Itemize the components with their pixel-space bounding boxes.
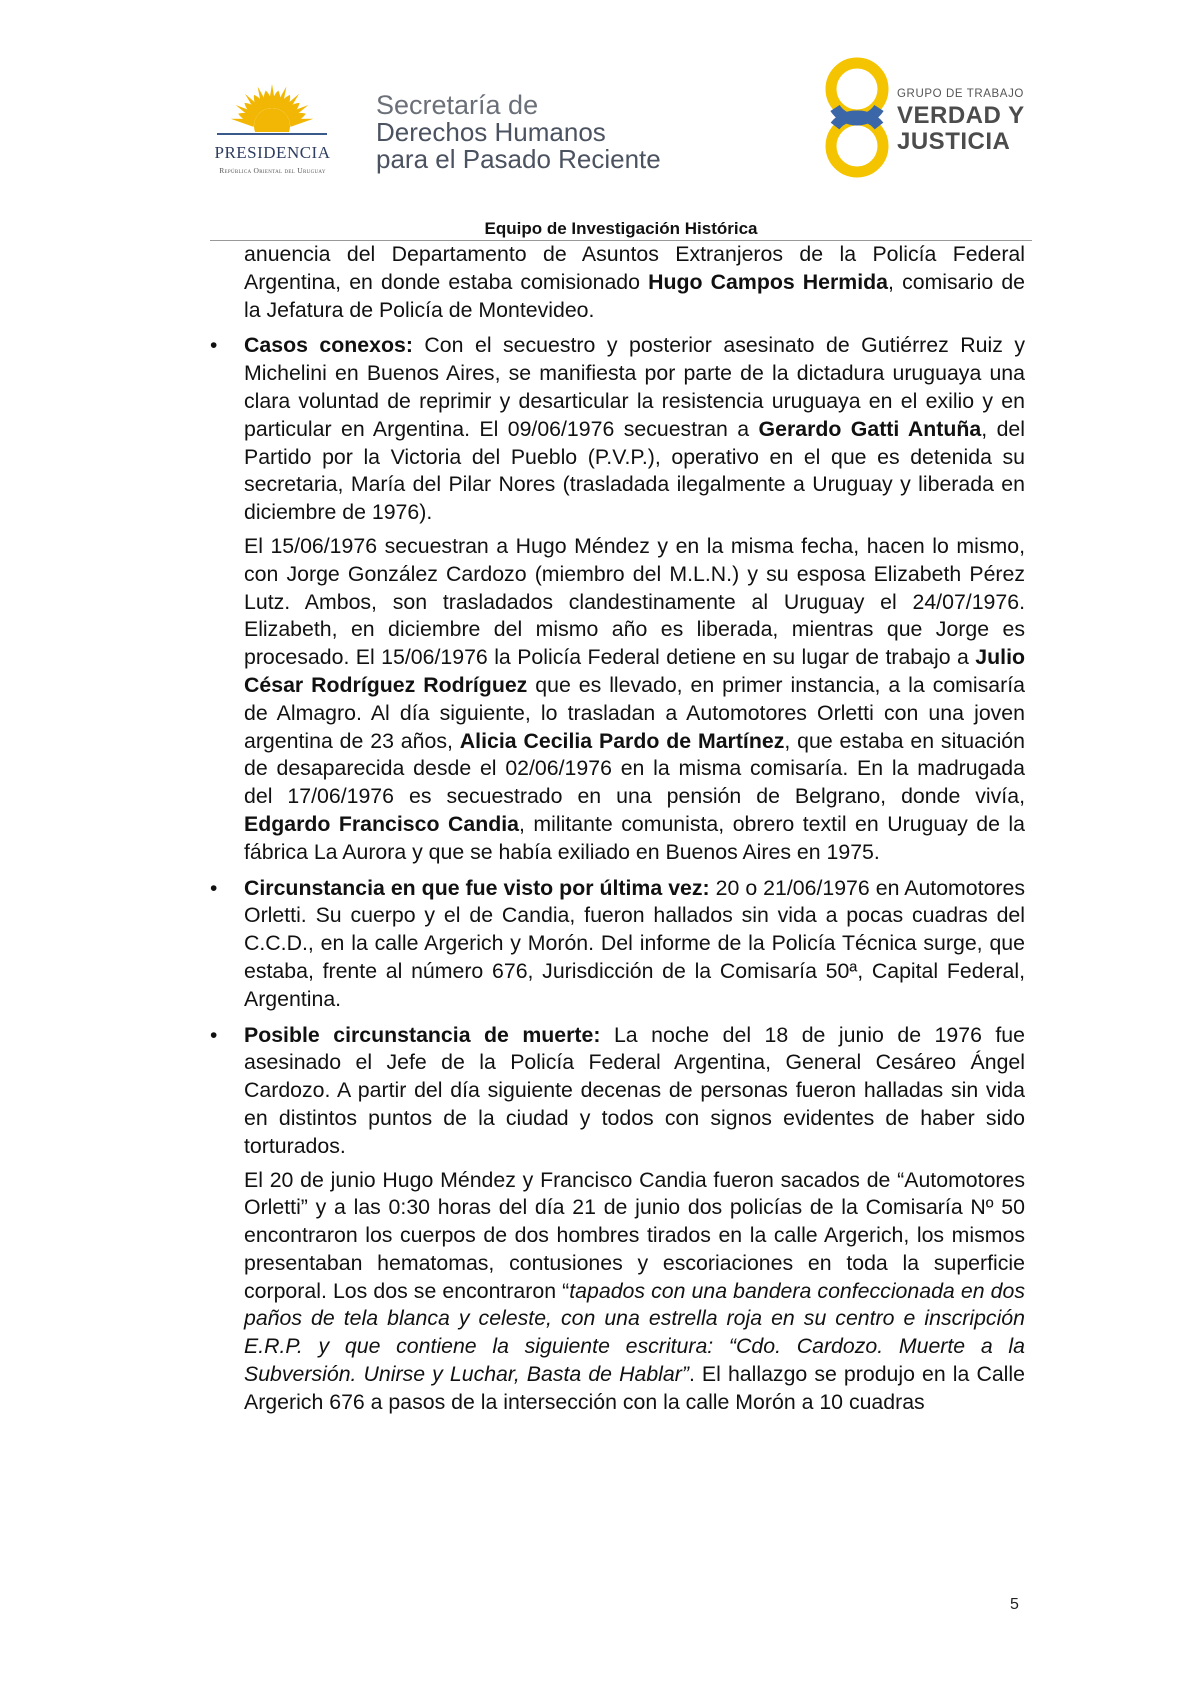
paragraph: [244, 1167, 1025, 1417]
text-run: , comisario de la Jefatura de Policía de Montevideo.: [244, 269, 1026, 322]
presidencia-label: PRESIDENCIA: [214, 143, 331, 162]
page-number: 5: [1010, 1596, 1019, 1613]
bullet-item: [210, 875, 1025, 1014]
bullet-marker: •: [210, 1023, 218, 1047]
bullet-text: [244, 1022, 1025, 1161]
verdad-justicia-logo: [822, 56, 1042, 181]
secretaria-line-2: Derechos Humanos: [376, 117, 606, 147]
document-body: [210, 241, 1026, 1417]
text-run: 20 o 21/06/1976 en Automotores Orletti. Su cuerpo y el de Candia, fueron hallados sin vida a pocas cuadras del C.C.D., en la calle Argerich y Morón. Del informe de la Policía Técnica surge, que estaba, frente al número 676, Jurisdicción de la Comisaría 50ª, Capital Federal, Argentina.: [244, 875, 1025, 1011]
secretaria-line-1: Secretaría de: [376, 90, 539, 120]
bold-text-run: Casos conexos:: [244, 333, 413, 358]
text-run: El 20 de junio Hugo Méndez y Francisco Candia fueron sacados de “Automotores Orletti” y a las 0:30 horas del día 21 de junio dos policías de la Comisaría Nº 50 encontraron los cuerpos de dos hombres tirados en la calle Argerich, los mismos presentaban hematomas, contusiones y escoriaciones en toda la superficie corporal. Los dos se encontraron “: [244, 1167, 1025, 1303]
bullet-item: [210, 1022, 1025, 1161]
text-run: La noche del 18 de junio de 1976 fue asesinado el Jefe de la Policía Federal Argentina, General Cesáreo Ángel Cardozo. A partir del día siguiente decenas de personas fueron halladas sin vida en distintos puntos de la ciudad y todos con signos evidentes de haber sido torturados.: [244, 1022, 1025, 1158]
bold-text-run: Hugo Campos Hermida: [648, 269, 889, 294]
bold-text-run: Alicia Cecilia Pardo de Martínez: [459, 728, 785, 753]
paragraph: [244, 533, 1025, 867]
bullet-marker: •: [210, 334, 218, 358]
grupo-line-1: VERDAD Y: [897, 102, 1025, 129]
text-run: que es llevado, en primer instancia, a la comisaría de Almagro. Al día siguiente, lo trasladan a Automotores Orletti con una joven argentina de 23 años,: [244, 672, 1026, 753]
text-run: . El hallazgo se produjo en la Calle Argerich 676 a pasos de la intersección con la calle Morón a 10 cuadras: [244, 1362, 1025, 1414]
bold-text-run: Posible circunstancia de muerte:: [244, 1022, 601, 1047]
bullet-text: [244, 875, 1025, 1014]
linked-rings-icon: [822, 56, 892, 181]
secretaria-line-3: para el Pasado Reciente: [376, 144, 661, 174]
presidencia-subtitle: República Oriental del Uruguay: [219, 166, 326, 175]
document-subheader: Equipo de Investigación Histórica: [484, 219, 758, 238]
sun-icon: [195, 80, 350, 142]
text-run: El 15/06/1976 secuestran a Hugo Méndez y en la misma fecha, hacen lo mismo, con Jorge González Cardozo (miembro del M.L.N.) y su esposa Elizabeth Pérez Lutz. Ambos, son trasladados clandestinamente al Uruguay el 24/07/1976. Elizabeth, en diciembre del mismo año es liberada, mientras que Jorge es procesado. El 15/06/1976 la Policía Federal detiene en su lugar de trabajo a: [244, 533, 1025, 670]
grupo-line-2: JUSTICIA: [897, 128, 1011, 155]
bullet-text: [244, 332, 1025, 527]
bullet-marker: •: [210, 876, 218, 900]
text-run: , que estaba en situación de desaparecida desde el 02/06/1976 en la misma comisaría. En la madrugada del 17/06/1976 es secuestrado en una pensión de Belgrano, donde vivía,: [244, 728, 1025, 809]
paragraph: [244, 241, 1025, 324]
text-run: , del Partido por la Victoria del Pueblo (P.V.P.), operativo en el que es detenida su secretaria, María del Pilar Nores (trasladada ilegalmente a Uruguay y liberada en diciembre de 1976).: [244, 416, 1025, 525]
page-header: [0, 0, 1190, 235]
grupo-label: GRUPO DE TRABAJO: [897, 88, 1024, 100]
bullet-item: [210, 332, 1026, 527]
bold-text-run: Gerardo Gatti Antuña: [758, 416, 982, 441]
secretaria-title: [376, 92, 661, 173]
text-run: Con el secuestro y posterior asesinato de Gutiérrez Ruiz y Michelini en Buenos Aires, se manifiesta por parte de la dictadura uruguaya una clara voluntad de reprimir y desarticular la resistencia uruguaya en el exilio y en particular en Argentina. El 09/06/1976 secuestran a: [244, 333, 1026, 441]
bold-text-run: Circunstancia en que fue visto por última vez:: [244, 875, 710, 900]
bold-text-run: Julio César Rodríguez Rodríguez: [244, 645, 1025, 697]
italic-text-run: tapados con una bandera confeccionada en dos paños de tela blanca y celeste, con una estrella roja en su centro e inscripción E.R.P. y que contiene la siguiente escritura: “Cdo. Cardozo. Muerte a la Subversión. Unirse y Luchar, Basta de Hablar”: [244, 1278, 1025, 1387]
presidencia-logo: [195, 80, 350, 180]
bold-text-run: Edgardo Francisco Candia: [244, 811, 519, 836]
text-run: anuencia del Departamento de Asuntos Extranjeros de la Policía Federal Argentina, en donde estaba comisionado: [244, 242, 1025, 294]
text-run: , militante comunista, obrero textil en Uruguay de la fábrica La Aurora y que se había exiliado en Buenos Aires en 1975.: [244, 811, 1025, 864]
